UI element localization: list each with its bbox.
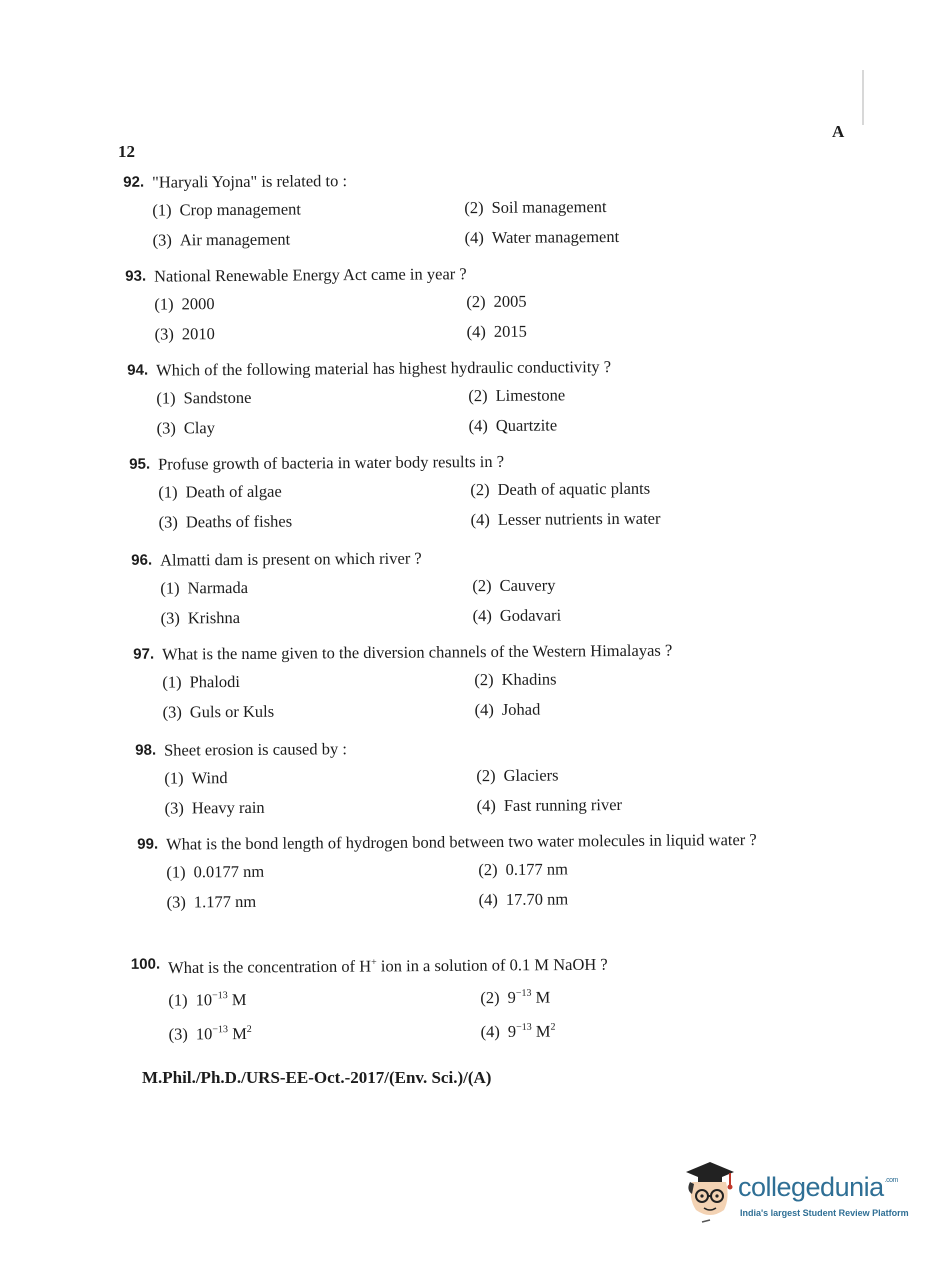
question-94 [104,355,805,440]
page-number: 12 [118,142,135,161]
option-1: (1) Phalodi [162,671,241,692]
question-text: What is the concentration of H+ ion in a solution of 0.1 M NaOH ? [168,954,608,978]
option-1: (1) Wind [164,768,228,788]
option-2: (2) Khadins [474,669,557,690]
option-4: (4) Lesser nutrients in water [470,508,661,530]
option-1: (1) Death of algae [158,481,282,502]
question-number: 97. [133,645,155,663]
option-3: (3) 2010 [154,324,215,344]
scan-edge-line [862,70,864,125]
question-text: What is the bond length of hydrogen bond between two water molecules in liquid water ? [166,829,757,854]
option-4: (4) Godavari [472,605,562,626]
option-1: (1) 0.0177 nm [166,861,265,882]
option-1: (1) Narmada [160,577,249,598]
option-2: (2) Limestone [468,385,566,406]
option-4: (4) 17.70 nm [478,889,569,910]
logo-wordmark: collegedunia$^{.com}$ [738,1172,898,1202]
option-4: (4) Fast running river [476,794,623,816]
option-3: (3) Clay [156,418,216,438]
option-4: (4) Quartzite [468,415,558,436]
option-2: (2) Glaciers [476,765,559,786]
mascot-icon [680,1158,738,1228]
question-number: 99. [137,835,159,853]
option-2: (2) Soil management [464,197,607,218]
option-2: (2) 2005 [466,291,527,312]
question-number: 92. [123,173,145,191]
option-1: (1) $10^{-13}$ M [168,989,247,1010]
question-98 [112,735,813,820]
option-1: (1) 2000 [154,294,215,314]
option-3: (3) Guls or Kuls [162,701,275,722]
collegedunia-logo[interactable] [680,1158,910,1230]
question-93 [102,261,803,346]
question-100 [116,949,817,1046]
question-97 [110,639,811,724]
set-code: A [832,122,845,141]
option-3: (3) Krishna [160,607,241,628]
option-3: (3) Air management [152,229,291,250]
question-text: Profuse growth of bacteria in water body results in ? [158,451,505,474]
question-number: 96. [131,551,153,569]
option-2: (2) $9^{-13}$ M [480,987,551,1007]
option-4: (4) 2015 [466,321,527,342]
option-3: (3) Heavy rain [164,797,265,818]
option-4: (4) Johad [474,699,541,720]
question-96 [108,545,809,630]
question-text: Which of the following material has highest hydraulic conductivity ? [156,357,612,380]
question-99 [114,828,860,914]
option-1: (1) Sandstone [156,387,252,408]
question-text: What is the name given to the diversion channels of the Western Himalayas ? [162,640,673,664]
option-2: (2) 0.177 nm [478,859,568,880]
question-text: Almatti dam is present on which river ? [160,548,422,570]
option-4: (4) $9^{-13}$ $M^2$ [480,1021,556,1041]
question-92 [100,167,801,252]
option-4: (4) Water management [464,226,620,248]
footer-code: M.Phil./Ph.D./URS-EE-Oct.-2017/(Env. Sci.)/(A) [142,1068,492,1087]
option-3: (3) 1.177 nm [166,891,257,912]
question-95 [106,449,807,534]
option-2: (2) Death of aquatic plants [470,478,651,500]
question-number: 93. [125,267,147,285]
question-number: 100. [130,955,161,973]
question-text: National Renewable Energy Act came in year ? [154,264,467,286]
option-3: (3) Deaths of fishes [158,511,293,532]
logo-tagline: India's largest Student Review Platform [740,1208,909,1218]
question-number: 95. [129,455,151,473]
question-text: Sheet erosion is caused by : [164,739,347,760]
question-number: 98. [135,741,157,759]
question-text: "Haryali Yojna" is related to : [152,171,348,192]
option-3: (3) $10^{-13}$ $M^2$ [168,1023,252,1044]
option-2: (2) Cauvery [472,575,556,596]
question-number: 94. [127,361,149,379]
option-1: (1) Crop management [152,199,302,220]
